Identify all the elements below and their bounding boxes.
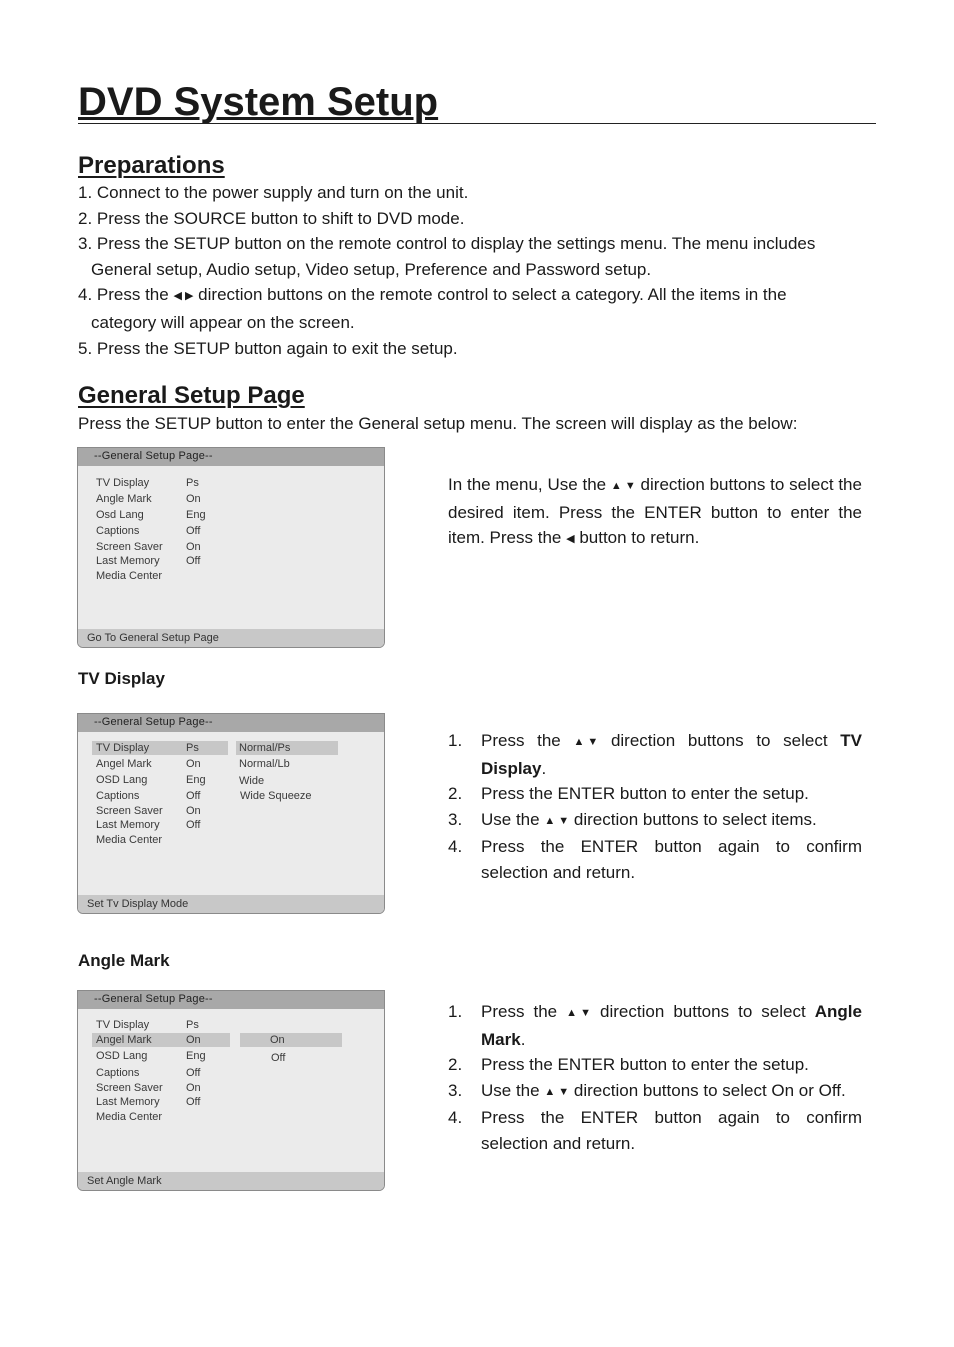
step-text: Use the	[481, 1080, 540, 1100]
step-text: Press the	[481, 731, 561, 750]
up-down-arrows-icon: ▲ ▼	[544, 814, 570, 827]
step-text: .	[520, 1029, 526, 1049]
osd-row-value: On	[186, 1082, 201, 1094]
osd-row-value: Off	[186, 1096, 201, 1108]
osd-row-value: Off	[186, 1067, 201, 1079]
step-item	[448, 1052, 862, 1078]
prep-item-3-text: 3. Press the SETUP button on the remote control to display the settings menu. The menu includes	[78, 234, 816, 254]
prep-item-3	[78, 231, 876, 282]
instr-text: direction buttons to select the desired item. Press the ENTER button to enter the item. Press the	[448, 475, 862, 548]
osd-row-label: Osd Lang	[96, 509, 144, 521]
step-text: Press the ENTER button again to confirm selection and return.	[481, 1108, 862, 1153]
osd-header: --General Setup Page--	[94, 993, 213, 1005]
osd-row-label: Angel Mark	[96, 758, 152, 770]
step-item	[448, 1105, 862, 1156]
step-item	[448, 728, 862, 781]
osd-row-label: OSD Lang	[96, 774, 148, 786]
osd-header-bar	[78, 714, 384, 732]
osd-row-label: Media Center	[96, 1111, 163, 1123]
tv-display-steps	[448, 728, 862, 886]
osd-option: On	[270, 1034, 285, 1046]
preparations-section	[78, 152, 225, 180]
osd-option: Off	[271, 1052, 286, 1064]
osd-row-label: Screen Saver	[96, 541, 163, 553]
osd-footer-bar	[78, 629, 384, 647]
tv-display-heading: TV Display	[78, 669, 165, 688]
osd-row-label: Angle Mark	[96, 493, 152, 505]
osd-footer-bar	[78, 1172, 384, 1190]
osd-row-value: On	[186, 493, 201, 505]
title-double-rule	[78, 123, 876, 124]
general-setup-instructions	[448, 472, 862, 553]
title-block	[78, 80, 876, 124]
osd-row-value: On	[186, 805, 201, 817]
osd-row-value: Off	[186, 525, 201, 537]
step-text: .	[541, 758, 547, 778]
step-item	[448, 807, 862, 835]
osd-option: Normal/Lb	[239, 758, 290, 770]
general-setup-heading: General Setup Page	[78, 382, 305, 409]
osd-row-value: Off	[186, 555, 201, 567]
osd-general-setup-screen	[77, 447, 385, 648]
up-down-arrows-icon: ▲ ▼	[544, 1085, 570, 1098]
osd-footer-bar	[78, 895, 384, 913]
osd-row-value: Ps	[186, 1019, 199, 1031]
prep-item-5: 5. Press the SETUP button again to exit the setup.	[78, 338, 458, 358]
prep-item-4	[78, 282, 876, 335]
step-text: Press the ENTER button to enter the setup.	[481, 784, 809, 804]
instr-text: button to return.	[579, 528, 700, 548]
up-down-arrows-icon: ▲ ▼	[566, 1007, 591, 1019]
osd-option: Normal/Ps	[239, 742, 291, 754]
step-number: 1.	[448, 731, 463, 750]
osd-header: --General Setup Page--	[94, 716, 213, 728]
preparations-list	[78, 180, 876, 361]
left-right-arrows-icon: ◀ ▶	[173, 290, 194, 303]
left-arrow-icon: ◀	[566, 533, 575, 546]
osd-row-value: On	[186, 1034, 201, 1046]
osd-row-label: TV Display	[96, 1019, 150, 1031]
step-text: Press the ENTER button to enter the setup.	[481, 1055, 809, 1075]
osd-row-label: Last Memory	[96, 1096, 160, 1108]
osd-row-label: Captions	[96, 525, 140, 537]
prep-item-3-cont: General setup, Audio setup, Video setup, Preference and Password setup.	[91, 259, 652, 279]
step-number: 4.	[448, 1108, 463, 1128]
osd-row-label: Last Memory	[96, 819, 160, 831]
osd-tv-display-screen	[77, 713, 385, 914]
step-bold: Angle Mark	[481, 1002, 862, 1049]
step-number: 2.	[448, 1055, 463, 1075]
osd-footer: Set Angle Mark	[87, 1175, 162, 1187]
step-item	[448, 781, 862, 807]
up-down-arrows-icon: ▲ ▼	[573, 736, 599, 748]
prep-item-1: 1. Connect to the power supply and turn on the unit.	[78, 183, 469, 202]
osd-row-label: OSD Lang	[96, 1050, 148, 1062]
step-number: 1.	[448, 1002, 463, 1021]
up-down-arrows-icon: ▲ ▼	[610, 480, 636, 492]
osd-row-value: Off	[186, 790, 201, 802]
osd-footer: Set Tv Display Mode	[87, 898, 189, 910]
osd-row-value: On	[186, 541, 201, 553]
step-text: direction buttons to select	[610, 731, 828, 750]
preparations-heading: Preparations	[78, 152, 225, 179]
osd-row-value: Eng	[186, 1050, 206, 1062]
prep-item-4-pre: 4. Press the	[78, 285, 169, 305]
osd-footer: Go To General Setup Page	[87, 632, 219, 644]
osd-option: Wide	[239, 775, 265, 787]
angle-mark-steps	[448, 999, 862, 1157]
instr-text: In the menu, Use the	[448, 475, 607, 494]
osd-row-value: Eng	[186, 509, 206, 521]
step-text: direction buttons to select On or Off.	[573, 1080, 846, 1100]
osd-row-value: Ps	[186, 742, 199, 754]
osd-row-label: Angel Mark	[96, 1034, 152, 1046]
osd-row-label: TV Display	[96, 742, 150, 754]
osd-row-value: Off	[186, 819, 201, 831]
osd-header-bar	[78, 991, 384, 1009]
general-setup-intro: Press the SETUP button to enter the General setup menu. The screen will display as the below:	[78, 414, 798, 433]
step-item	[448, 1078, 862, 1106]
osd-row-label: Screen Saver	[96, 805, 163, 817]
step-number: 3.	[448, 809, 463, 829]
step-item	[448, 834, 862, 885]
angle-mark-heading: Angle Mark	[78, 951, 170, 970]
page-title: DVD System Setup	[78, 80, 439, 124]
osd-row-label: Screen Saver	[96, 1082, 163, 1094]
step-text: direction buttons to select	[600, 1002, 806, 1021]
osd-header: --General Setup Page--	[94, 450, 213, 462]
prep-item-4-cont: category will appear on the screen.	[91, 312, 355, 332]
osd-row-label: Captions	[96, 790, 140, 802]
osd-row-value: Ps	[186, 477, 199, 489]
osd-row-value: Eng	[186, 774, 206, 786]
osd-angle-mark-screen	[77, 990, 385, 1191]
osd-row-label: Captions	[96, 1067, 140, 1079]
step-text: direction buttons to select items.	[573, 809, 817, 829]
osd-row-label: TV Display	[96, 477, 150, 489]
step-text: Press the ENTER button again to confirm selection and return.	[481, 837, 862, 882]
osd-selected-option-highlight	[240, 1033, 342, 1047]
osd-header-bar	[78, 448, 384, 466]
step-number: 3.	[448, 1080, 463, 1100]
prep-item-2: 2. Press the SOURCE button to shift to DVD mode.	[78, 208, 465, 228]
step-text: Press the	[481, 1002, 558, 1021]
prep-item-4-post: direction buttons on the remote control to select a category. All the items in the	[198, 285, 787, 305]
step-number: 2.	[448, 784, 463, 804]
step-bold: TV Display	[481, 731, 862, 778]
osd-row-value: On	[186, 758, 201, 770]
general-setup-section	[78, 382, 305, 410]
step-text: Use the	[481, 809, 540, 829]
osd-row-label: Media Center	[96, 570, 163, 582]
osd-row-label: Last Memory	[96, 555, 160, 567]
osd-option: Wide Squeeze	[240, 790, 312, 802]
osd-row-label: Media Center	[96, 834, 163, 846]
step-number: 4.	[448, 837, 463, 857]
step-item	[448, 999, 862, 1052]
